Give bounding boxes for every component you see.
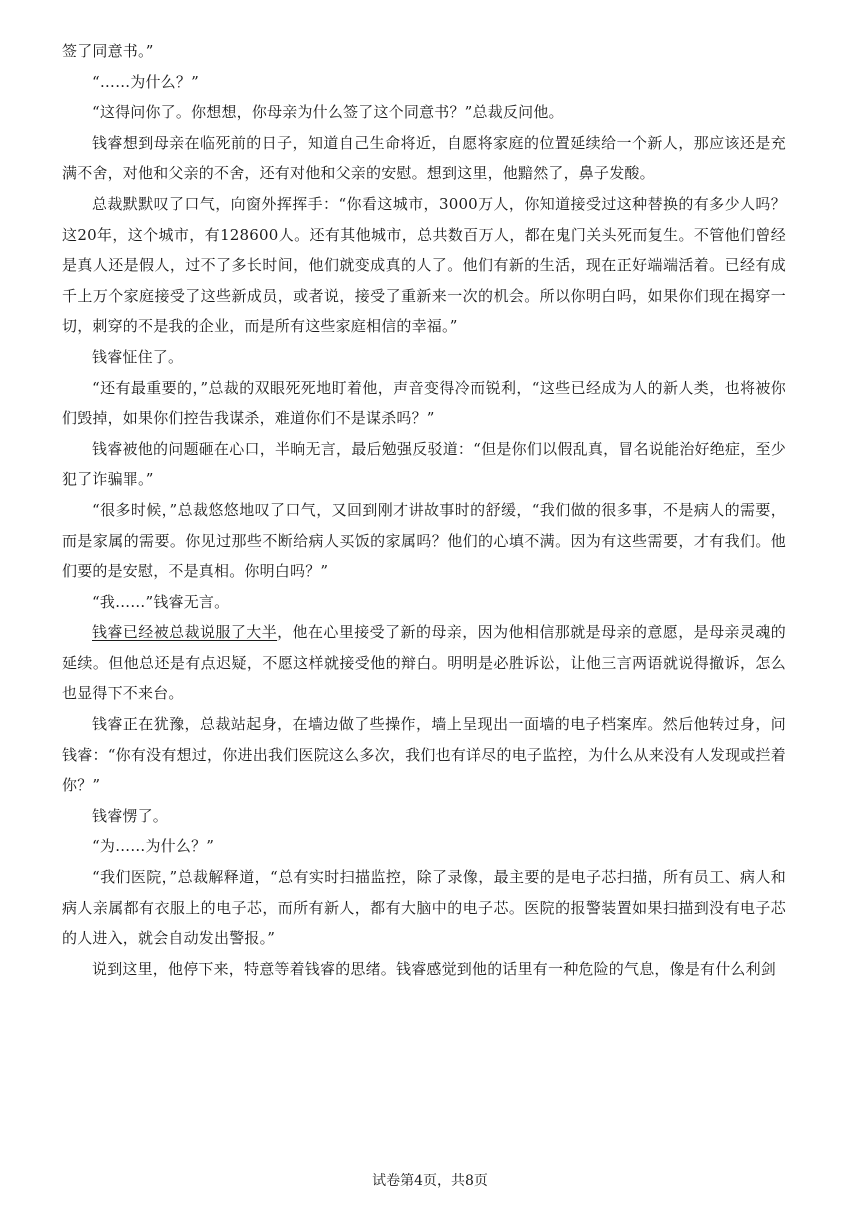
paragraph-2: “……为什么？” (92, 72, 199, 91)
paragraph-9: “很多时候，”总裁悠悠地叹了口气，又回到刚才讲故事时的舒缓，“我们做的很多事，不是病人的需要，而是家属的需要。你见过那些不断给病人买饭的家属吗？他们的心填不满。因为有这些需要，才有我们。他们要的是安慰，不是真相。你明白吗？” (62, 500, 786, 581)
document-body (62, 36, 786, 984)
paragraph-10: “我……”钱睿无言。 (92, 592, 230, 611)
paragraph-11-rest: ，他在心里接受了新的母亲，因为他相信那就是母亲的意愿，是母亲灵魂的延续。但他总还是有点迟疑，不愿这样就接受他的辩白。明明是必胜诉讼，让他三言两语就说得撤诉，怎么也显得下不来台。 (62, 623, 786, 703)
paragraph-14: “为……为什么？” (92, 837, 215, 856)
paragraph-5: 总裁默默叹了口气，向窗外挥挥手：“你看这城市，3000万人，你知道接受过这种替换的有多少人吗？这20年，这个城市，有128600人。还有其他城市，总共数百万人，都在鬼门关头死而复生。不管他们曾经是真人还是假人，过不了多长时间，他们就变成真的人了。他们有新的生活，现在正好端端活着。已经有成千上万个家庭接受了这些新成员，或者说，接受了重新来一次的机会。所以你明白吗，如果你们现在揭穿一切，刺穿的不是我的企业，而是所有这些家庭相信的幸福。” (62, 194, 786, 336)
paragraph-16: 说到这里，他停下来，特意等着钱睿的思绪。钱睿感觉到他的话里有一种危险的气息，像是有什么利剑 (92, 959, 777, 978)
paragraph-3: “这得问你了。你想想，你母亲为什么签了这个同意书？”总裁反问他。 (92, 103, 564, 122)
paragraph-6: 钱睿怔住了。 (92, 347, 184, 366)
underlined-phrase: 钱睿已经被总裁说服了大半 (92, 623, 278, 642)
paragraph-1: 签了同意书。” (62, 42, 154, 60)
paragraph-12: 钱睿正在犹豫，总裁站起身，在墙边做了些操作，墙上呈现出一面墙的电子档案库。然后他转过身，问钱睿：“你有没有想过，你进出我们医院这么多次，我们也有详尽的电子监控，为什么从来没有人发现或拦着你？” (62, 715, 786, 795)
paragraph-7: “还有最重要的，”总裁的双眼死死地盯着他，声音变得冷而锐利，“这些已经成为人的新人类，也将被你们毁掉，如果你们控告我谋杀，难道你们不是谋杀吗？” (62, 378, 786, 428)
paragraph-11 (62, 617, 786, 709)
paragraph-15: “我们医院，”总裁解释道，“总有实时扫描监控，除了录像，最主要的是电子芯扫描，所有员工、病人和病人亲属都有衣服上的电子芯，而所有新人，都有大脑中的电子芯。医院的报警装置如果扫描到没有电子芯的人进入，就会自动发出警报。” (62, 868, 786, 948)
paragraph-13: 钱睿愣了。 (92, 806, 169, 825)
paragraph-8: 钱睿被他的问题砸在心口，半晌无言，最后勉强反驳道：“但是你们以假乱真，冒名说能治好绝症，至少犯了诈骗罪。” (62, 439, 786, 489)
page-footer: 试卷第4页，共8页 (372, 1173, 488, 1189)
paragraph-4: 钱睿想到母亲在临死前的日子，知道自己生命将近，自愿将家庭的位置延续给一个新人，那应该还是充满不舍，对他和父亲的不舍，还有对他和父亲的安慰。想到这里，他黯然了，鼻子发酸。 (62, 133, 786, 183)
